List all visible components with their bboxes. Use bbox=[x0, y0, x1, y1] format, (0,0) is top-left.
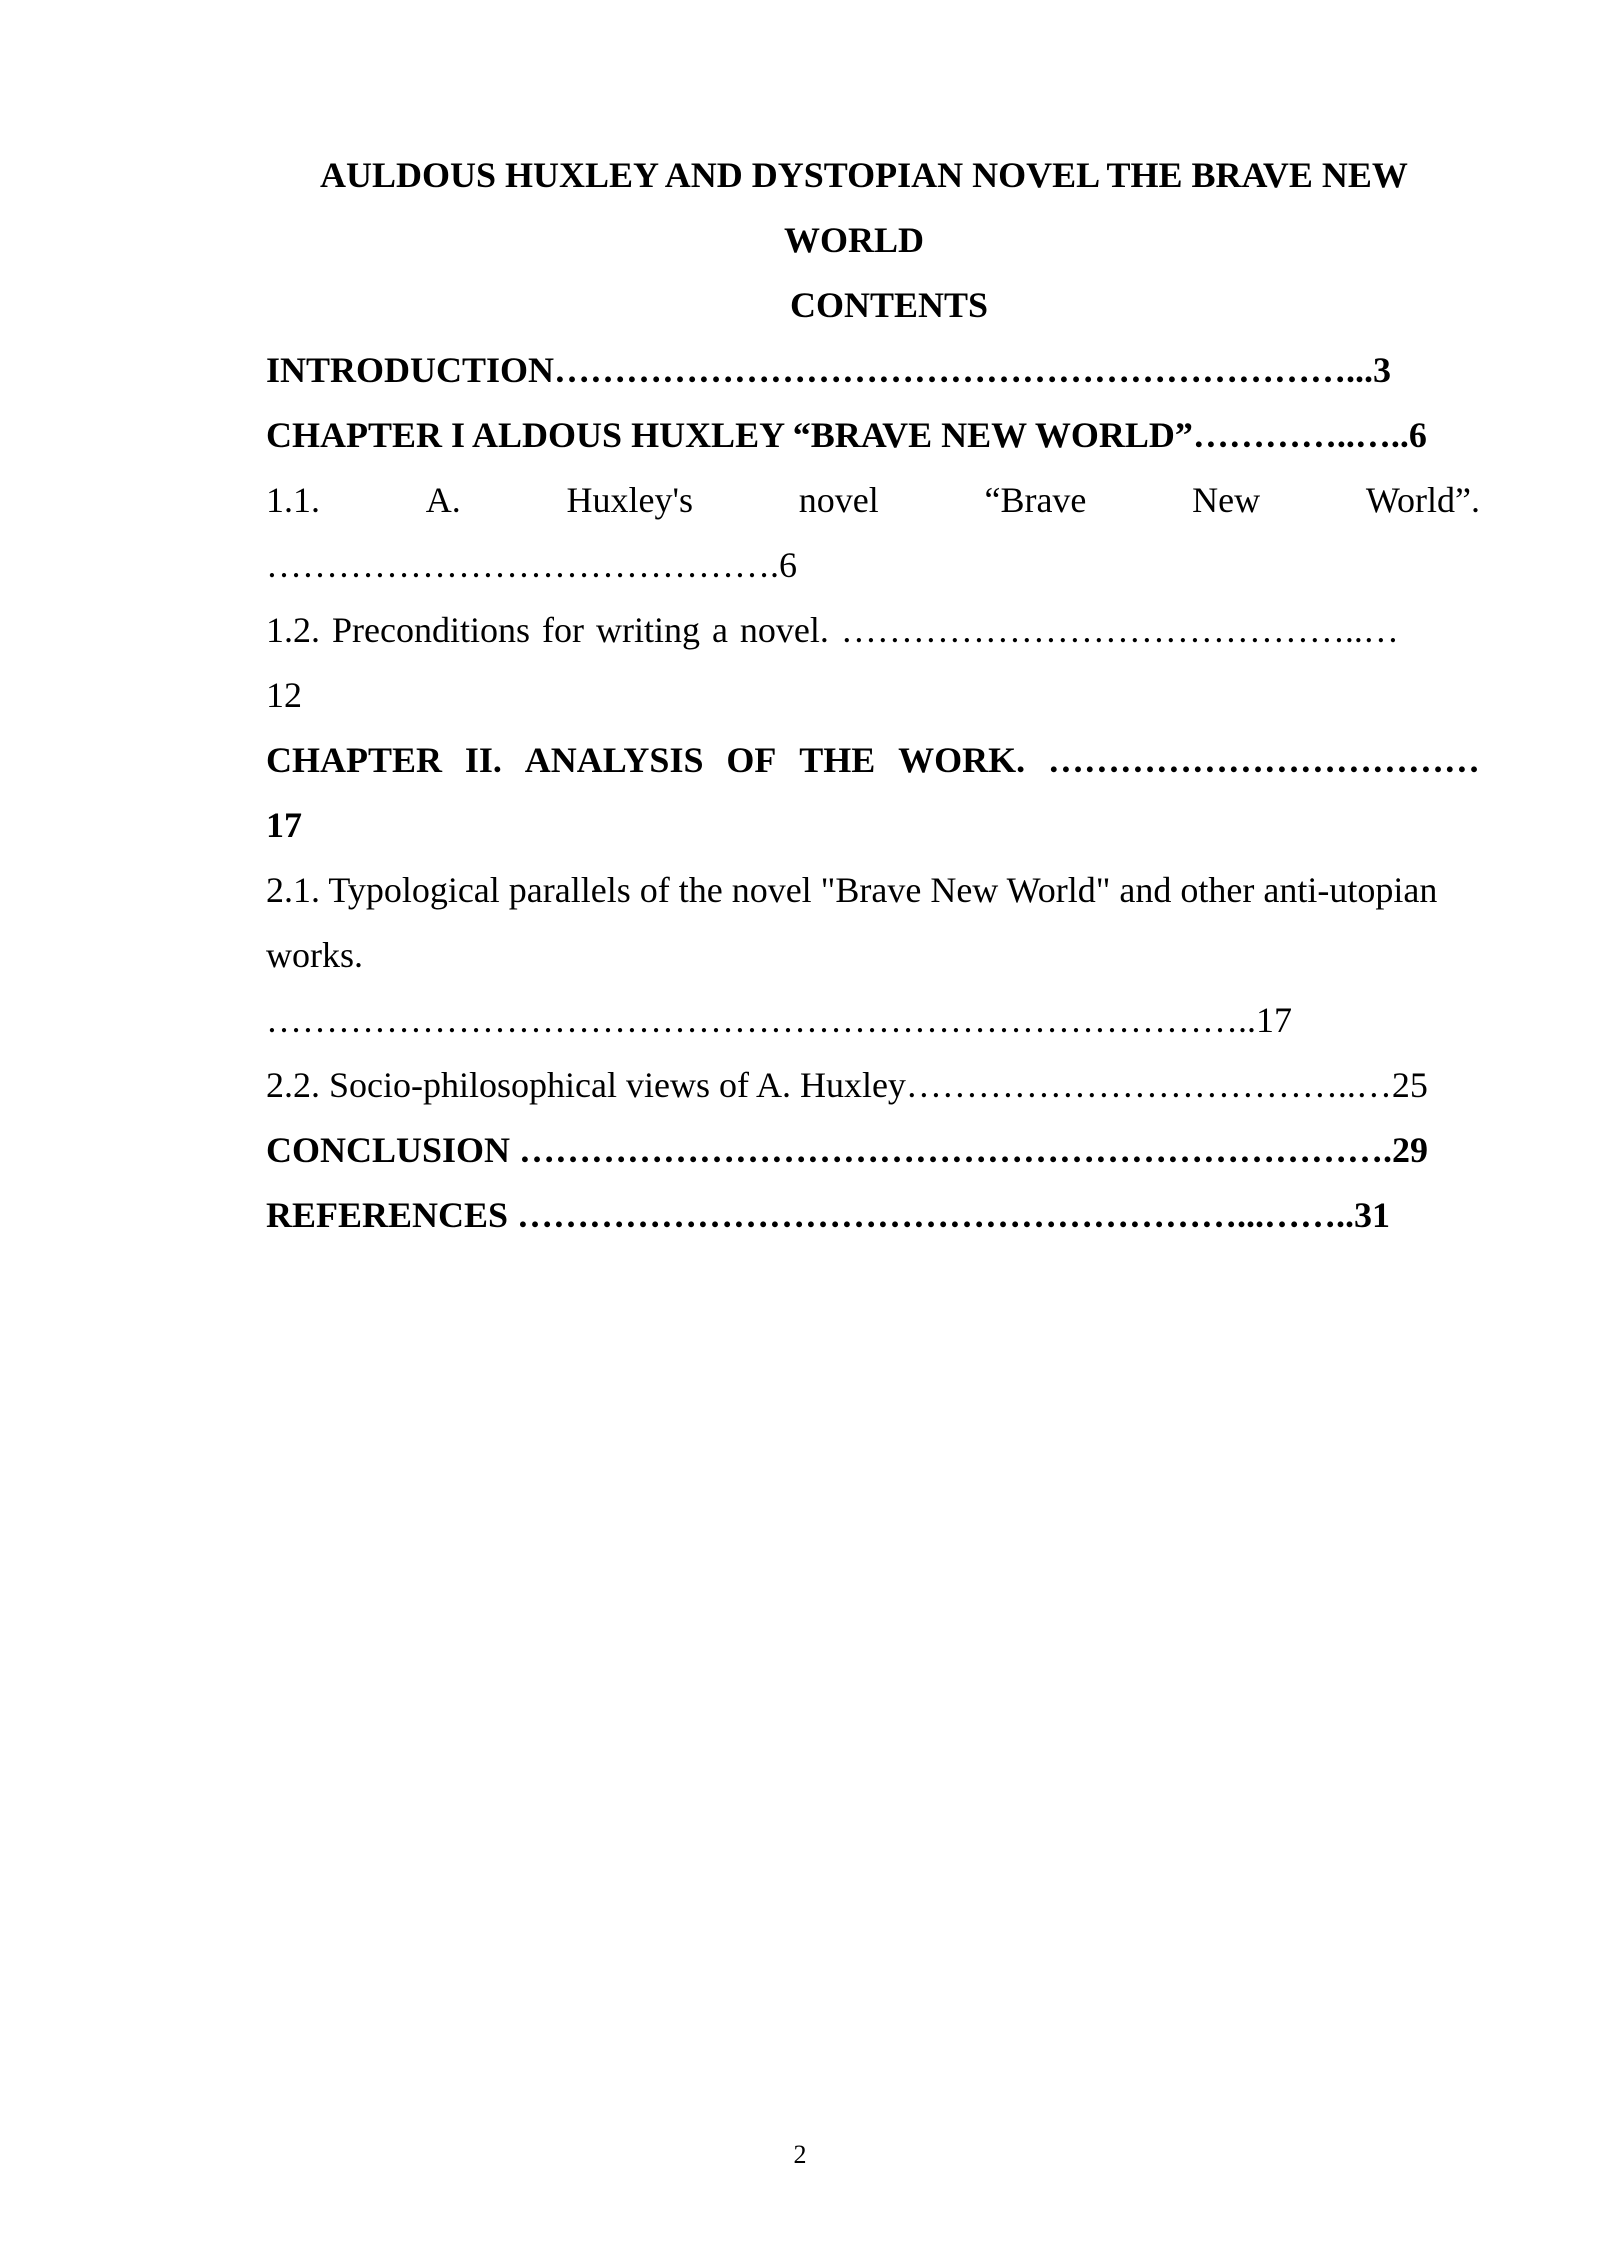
toc-word: OF bbox=[726, 740, 777, 780]
toc-entry-1-2: 1.2. Preconditions for writing a novel. ……………………………………..… bbox=[266, 610, 1399, 650]
toc-word: New bbox=[1192, 480, 1261, 520]
toc-word: II. bbox=[464, 740, 502, 780]
toc-entry-1-1 bbox=[266, 480, 1480, 520]
toc-word: Huxley's bbox=[566, 480, 693, 520]
toc-entry-2-1-page: ………………………………………………………………………..17 bbox=[266, 1000, 1292, 1040]
document-title-line-1: AULDOUS HUXLEY AND DYSTOPIAN NOVEL THE BRAVE NEW bbox=[320, 155, 1408, 195]
toc-word: ……………………………… bbox=[1047, 740, 1480, 780]
toc-entry-2-1: 2.1. Typological parallels of the novel "Brave New World" and other anti-utopian bbox=[266, 870, 1438, 910]
toc-word: World”. bbox=[1365, 480, 1480, 520]
toc-word: A. bbox=[425, 480, 461, 520]
page-number: 2 bbox=[793, 2140, 807, 2169]
toc-entry-conclusion: CONCLUSION ……………………………………………………………….29 bbox=[266, 1130, 1429, 1170]
toc-entry-introduction: INTRODUCTION…………………………………………………………...3 bbox=[266, 350, 1392, 390]
toc-entry-chapter-2-page: 17 bbox=[266, 805, 302, 845]
toc-entry-1-1-page: …………………………………….6 bbox=[266, 545, 797, 585]
toc-word: novel bbox=[798, 480, 879, 520]
toc-entry-1-2-page: 12 bbox=[266, 675, 302, 715]
toc-word: ANALYSIS bbox=[524, 740, 704, 780]
toc-word: “Brave bbox=[984, 480, 1087, 520]
toc-word: THE bbox=[799, 740, 876, 780]
toc-entry-references: REFERENCES ……………………………………………………...……..31 bbox=[266, 1195, 1391, 1235]
toc-entry-2-1-continued: works. bbox=[266, 935, 363, 975]
toc-entry-chapter-1: CHAPTER I ALDOUS HUXLEY “BRAVE NEW WORLD”…………..…..6 bbox=[266, 415, 1427, 455]
document-title-line-2: WORLD bbox=[784, 220, 925, 260]
toc-word: CHAPTER bbox=[266, 740, 443, 780]
toc-entry-chapter-2 bbox=[266, 740, 1480, 780]
toc-entry-2-2: 2.2. Socio-philosophical views of A. Huxley………………………………..…25 bbox=[266, 1065, 1428, 1105]
toc-word: 1.1. bbox=[266, 480, 320, 520]
toc-word: WORK. bbox=[898, 740, 1026, 780]
contents-heading: CONTENTS bbox=[790, 285, 989, 325]
